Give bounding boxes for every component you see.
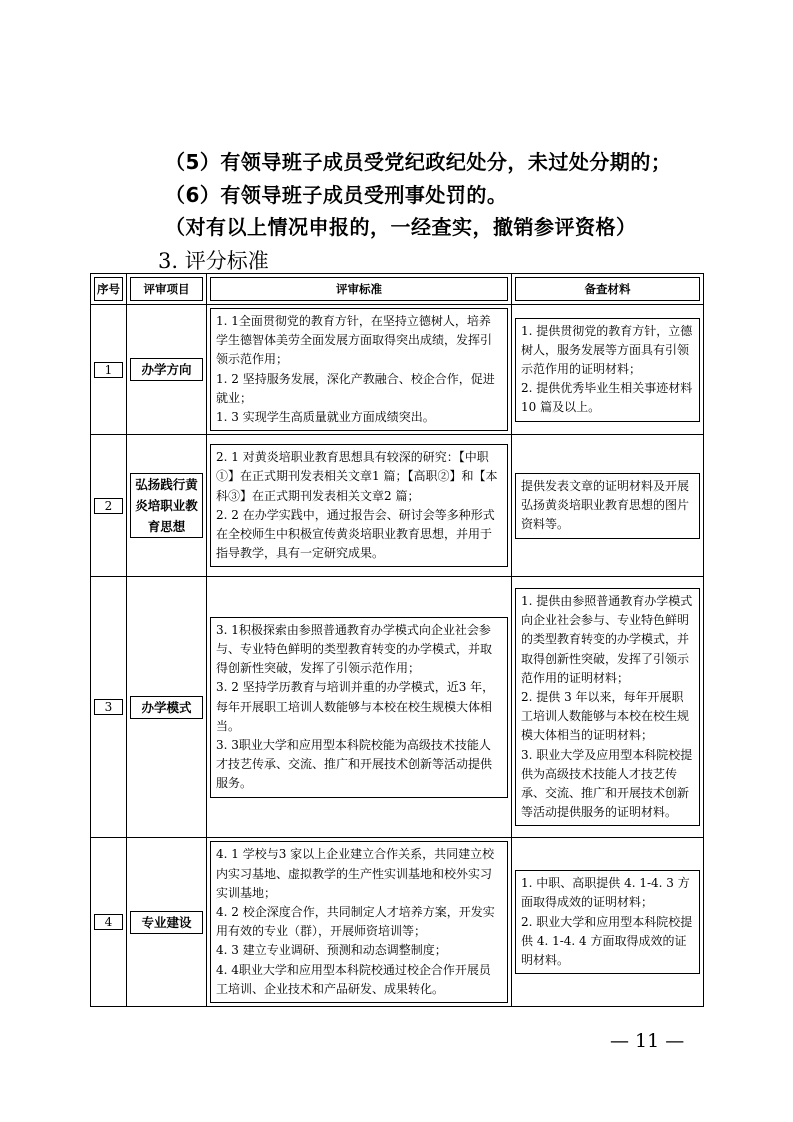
- table-row: [91, 305, 704, 435]
- paragraph-item-5: （5）有领导班子成员受党纪政纪处分，未过处分期的；: [165, 150, 672, 174]
- table-header-row: [91, 274, 704, 305]
- header-criteria: 评审标准: [207, 274, 512, 305]
- row-materials: 1. 提供贯彻党的教育方针，立德树人，服务发展等方面具有引领示范作用的证明材料； 2. 提供优秀毕业生相关事迹材料 10 篇及以上。: [512, 305, 704, 435]
- page-number: — 11 —: [610, 1030, 685, 1052]
- row-item: 弘扬践行黄炎培职业教育思想: [127, 435, 207, 577]
- table-row: [91, 435, 704, 577]
- row-index: 1: [91, 305, 127, 435]
- row-materials: 提供发表文章的证明材料及开展弘扬黄炎培职业教育思想的图片资料等。: [512, 435, 704, 577]
- row-index: 4: [91, 838, 127, 1007]
- table-row: [91, 577, 704, 838]
- header-index: 序号: [91, 274, 127, 305]
- row-index: 3: [91, 577, 127, 838]
- row-criteria: 3. 1积极探索由参照普通教育办学模式向企业社会参与、专业特色鲜明的类型教育转变的办学模式，并取得创新性突破，发挥了引领示范作用； 3. 2 坚持学历教育与培训并重的办学模式，近3 年，每年开展职工培训人数能够与本校在校生规模大体相当。 3. 3职业大学和应用型本科院校能为高级技术技能人才技艺传承、交流、推广和开展技术创新等活动提供服务。: [207, 577, 512, 838]
- scoring-criteria-table: [90, 273, 704, 1007]
- row-criteria: 1. 1全面贯彻党的教育方针，在坚持立德树人，培养学生德智体美劳全面发展方面取得突出成绩，发挥引领示范作用； 1. 2 坚持服务发展，深化产教融合、校企合作，促进就业； 1. 3 实现学生高质量就业方面成绩突出。: [207, 305, 512, 435]
- row-item: 专业建设: [127, 838, 207, 1007]
- row-item: 办学方向: [127, 305, 207, 435]
- row-criteria: 4. 1 学校与3 家以上企业建立合作关系，共同建立校内实习基地、虚拟教学的生产性实训基地和校外实习实训基地； 4. 2 校企深度合作，共同制定人才培养方案，开发实用有效的专业（群），开展师资培训等； 4. 3 建立专业调研、预测和动态调整制度； 4. 4职业大学和应用型本科院校通过校企合作开展员工培训、企业技术和产品研发、成果转化。: [207, 838, 512, 1007]
- header-item: 评审项目: [127, 274, 207, 305]
- section-title: 3. 评分标准: [158, 249, 269, 273]
- header-materials: 备查材料: [512, 274, 704, 305]
- row-item: 办学模式: [127, 577, 207, 838]
- paragraph-note: （对有以上情况申报的，一经查实，撤销参评资格）: [165, 215, 637, 239]
- row-materials: 1. 中职、高职提供 4. 1-4. 3 方面取得成效的证明材料； 2. 职业大学和应用型本科院校提供 4. 1-4. 4 方面取得成效的证明材料。: [512, 838, 704, 1007]
- table-row: [91, 838, 704, 1007]
- row-index: 2: [91, 435, 127, 577]
- row-materials: 1. 提供由参照普通教育办学模式向企业社会参与、专业特色鲜明的类型教育转变的办学模式，并取得创新性突破，发挥了引领示范作用的证明材料； 2. 提供 3 年以来，每年开展职工培训人数能够与本校在校生规模大体相当的证明材料； 3. 职业大学及应用型本科院校提供为高级技术技能人才技艺传承、交流、推广和开展技术创新等活动提供服务的证明材料。: [512, 577, 704, 838]
- row-criteria: 2. 1 对黄炎培职业教育思想具有较深的研究：【中职①】在正式期刊发表相关文章1 篇；【高职②】和【本科③】在正式期刊发表相关文章2 篇； 2. 2 在办学实践中，通过报告会、研讨会等多种形式在全校师生中积极宣传黄炎培职业教育思想，并用于指导教学，具有一定研究成果。: [207, 435, 512, 577]
- paragraph-item-6: （6）有领导班子成员受刑事处罚的。: [165, 183, 508, 207]
